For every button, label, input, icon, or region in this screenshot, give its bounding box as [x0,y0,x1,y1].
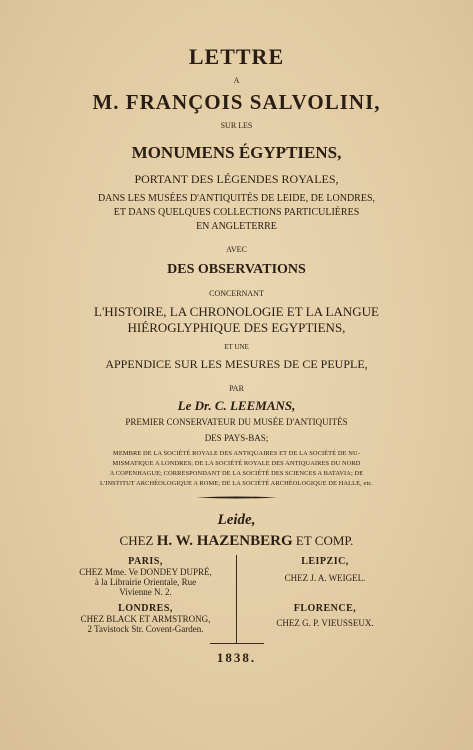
florence-block [240,603,410,628]
histoire-line-1: L'HISTOIRE, LA CHRONOLOGIE ET LA LANGUE [94,304,379,319]
paris-block [58,556,233,597]
membership-line-4: L'INSTITUT ARCHÉOLOGIQUE A ROME; DE LA SOCIÉTÉ ARCHÉOLOGIQUE DE HALLE, etc. [99,480,373,487]
chez-label: CHEZ [119,533,154,548]
title-lettre: LETTRE [188,44,285,69]
florence-line-1: CHEZ G. P. VIEUSSEUX. [276,618,374,628]
portant-line: PORTANT DES LÉGENDES ROYALES, [134,172,339,186]
membership-line-1: MEMBRE DE LA SOCIÉTÉ ROYALE DES ANTIQUAIRES ET DE LA SOCIÉTÉ DE NU- [113,450,360,457]
column-divider [236,555,237,643]
paris-line-3: Vivienne N. 2. [119,587,172,597]
publisher-name: H. W. HAZENBERG [156,533,293,549]
paris-city: PARIS, [128,556,163,567]
musees-line-2: ET DANS QUELQUES COLLECTIONS PARTICULIÈRES [113,207,360,218]
appendice-line: APPENDICE SUR LES MESURES DE CE PEUPLE, [105,357,368,371]
publication-year: 1838. [216,650,257,665]
author-name: Le Dr. C. LEEMANS, [177,398,296,413]
florence-city: FLORENCE, [293,603,357,614]
avec: AVEC [226,245,247,254]
membership-line-3: A COPENHAGUE; CORRESPONDANT DE LA SOCIÉTÉ DES SCIENCES A BATAVIA; DE [109,470,364,477]
imprint-city: Leide, [217,512,256,528]
bottom-rule [210,643,264,644]
et-comp: ET COMP. [295,533,354,548]
par: PAR [229,384,244,393]
author-position-2: DES PAYS-BAS; [204,433,269,443]
leipzic-block [240,556,410,583]
recipient-name: M. FRANÇOIS SALVOLINI, [92,90,381,114]
londres-line-2: 2 Tavistock Str. Covent-Garden. [87,624,204,634]
membership-line-2: MISMATIQUE A LONDRES; DE LA SOCIÉTÉ ROYALE DES ANTIQUAIRES DU NORD [112,460,361,467]
paris-line-2: à la Librairie Orientale, Rue [94,577,197,587]
histoire-line-2: HIÉROGLYPHIQUE DES EGYPTIENS, [127,320,346,335]
concernant: CONCERNANT [209,289,264,298]
sur-les: SUR LES [220,121,253,130]
author-position-1: PREMIER CONSERVATEUR DU MUSÉE D'ANTIQUITÉS [125,417,348,427]
et-une: ET UNE [224,343,249,351]
ornamental-rule [196,496,277,499]
londres-line-1: CHEZ BLACK ET ARMSTRONG, [80,614,211,624]
musees-line-3: EN ANGLETERRE [196,221,277,232]
title-a: A [233,76,240,85]
musees-line-1: DANS LES MUSÉES D'ANTIQUITÉS DE LEIDE, DE LONDRES, [97,193,376,204]
paris-line-1: CHEZ Mme. Ve DONDEY DUPRÉ, [79,567,212,577]
leipzic-line-1: CHEZ J. A. WEIGEL. [284,573,366,583]
leipzic-city: LEIPZIC, [301,556,349,567]
londres-city: LONDRES, [118,603,173,614]
membership-block [0,449,473,489]
londres-block [58,603,233,634]
imprint-publisher-line [0,533,473,550]
observations-heading: DES OBSERVATIONS [167,262,306,277]
subject-monumens: MONUMENS ÉGYPTIENS, [131,143,342,162]
